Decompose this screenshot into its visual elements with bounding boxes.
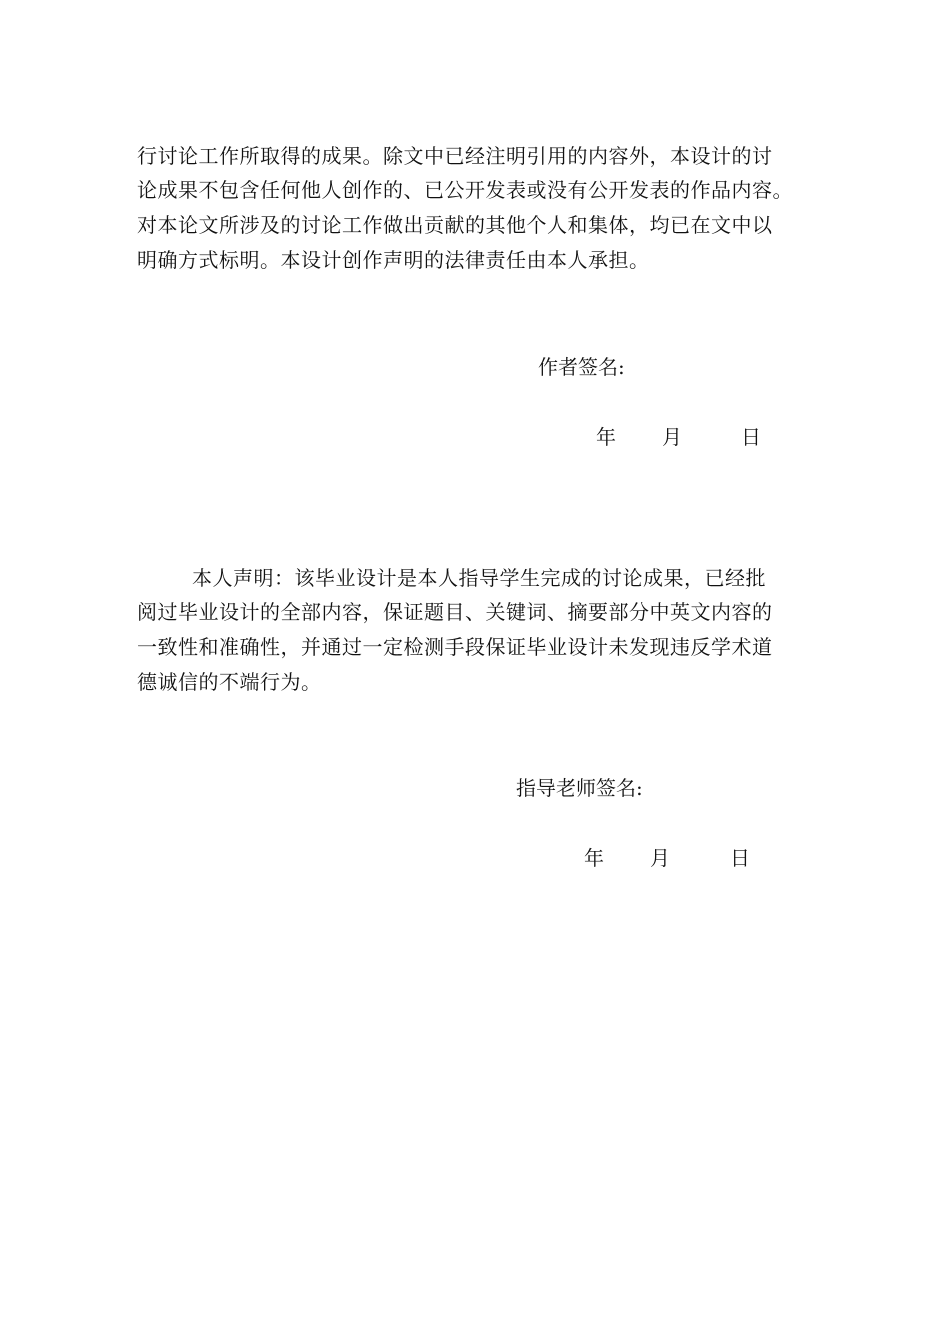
author-date-month-label: 月: [662, 425, 682, 449]
author-paragraph-line-3: 对本论文所涉及的讨论工作做出贡献的其他个人和集体，均已在文中以: [137, 213, 773, 237]
advisor-signature-label: 指导老师签名:: [516, 776, 643, 800]
advisor-paragraph-line-4: 德诚信的不端行为。: [137, 670, 322, 694]
advisor-date-year-label: 年: [584, 846, 604, 870]
advisor-paragraph-line-2: 阅过毕业设计的全部内容，保证题目、关键词、摘要部分中英文内容的: [137, 600, 773, 624]
author-paragraph-line-1: 行讨论工作所取得的成果。除文中已经注明引用的内容外，本设计的讨: [137, 144, 773, 168]
advisor-date-day-label: 日: [730, 846, 750, 870]
advisor-date-month-label: 月: [650, 846, 670, 870]
author-date-year-label: 年: [596, 425, 616, 449]
advisor-paragraph-line-3: 一致性和准确性，并通过一定检测手段保证毕业设计未发现违反学术道: [137, 635, 773, 659]
author-paragraph-line-4: 明确方式标明。本设计创作声明的法律责任由本人承担。: [137, 248, 650, 272]
author-signature-label: 作者签名:: [538, 355, 625, 379]
author-paragraph-line-2: 论成果不包含任何他人创作的、已公开发表或没有公开发表的作品内容。: [137, 178, 793, 202]
advisor-paragraph-line-1: 本人声明：该毕业设计是本人指导学生完成的讨论成果，已经批: [192, 566, 766, 590]
author-date-day-label: 日: [741, 425, 761, 449]
